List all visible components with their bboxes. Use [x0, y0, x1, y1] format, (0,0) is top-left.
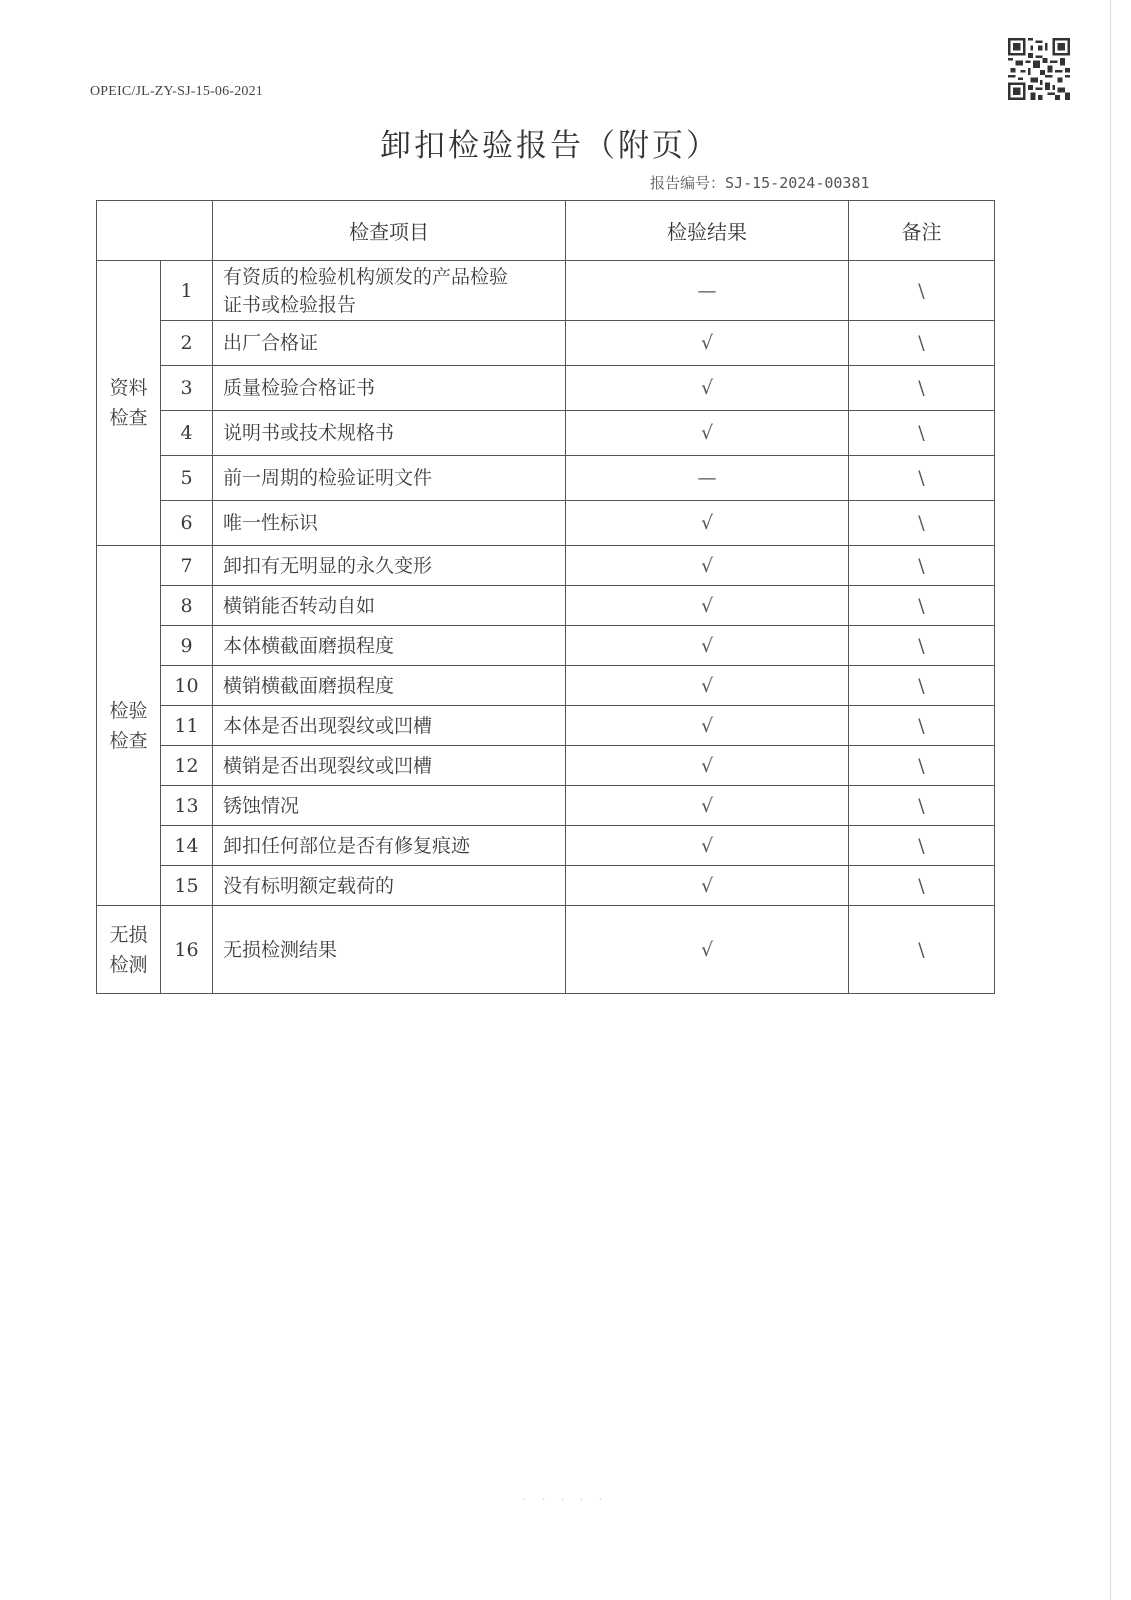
table-row	[97, 321, 995, 366]
row-result: √	[566, 626, 849, 666]
table-row	[97, 906, 995, 994]
row-number: 9	[161, 626, 213, 666]
row-number: 14	[161, 826, 213, 866]
row-note: \	[849, 321, 995, 366]
row-result: √	[566, 786, 849, 826]
report-number-value: SJ-15-2024-00381	[725, 174, 870, 192]
report-number-label: 报告编号：	[650, 174, 726, 192]
table-row	[97, 626, 995, 666]
row-result: √	[566, 411, 849, 456]
row-note: \	[849, 546, 995, 586]
row-item: 说明书或技术规格书	[213, 411, 566, 456]
table-header-row	[97, 201, 995, 261]
row-item: 卸扣任何部位是否有修复痕迹	[213, 826, 566, 866]
header-note: 备注	[849, 201, 995, 261]
table-row	[97, 501, 995, 546]
table-row	[97, 586, 995, 626]
row-note: \	[849, 706, 995, 746]
row-item: 出厂合格证	[213, 321, 566, 366]
row-number: 6	[161, 501, 213, 546]
inspection-table	[96, 200, 995, 994]
row-note: \	[849, 906, 995, 994]
page-edge-line	[1110, 0, 1111, 1600]
row-number: 2	[161, 321, 213, 366]
row-item: 卸扣有无明显的永久变形	[213, 546, 566, 586]
qr-code-icon	[1008, 38, 1070, 100]
row-number: 1	[161, 261, 213, 321]
table-row	[97, 546, 995, 586]
table-body	[97, 261, 995, 994]
table-row	[97, 706, 995, 746]
table-row	[97, 261, 995, 321]
row-number: 13	[161, 786, 213, 826]
document-code: OPEIC/JL-ZY-SJ-15-06-2021	[90, 84, 263, 99]
row-result: √	[566, 826, 849, 866]
row-number: 16	[161, 906, 213, 994]
row-item: 锈蚀情况	[213, 786, 566, 826]
row-note: \	[849, 626, 995, 666]
row-item: 有资质的检验机构颁发的产品检验 证书或检验报告	[213, 261, 566, 321]
row-note: \	[849, 666, 995, 706]
row-number: 8	[161, 586, 213, 626]
row-number: 15	[161, 866, 213, 906]
row-result: √	[566, 501, 849, 546]
row-item: 质量检验合格证书	[213, 366, 566, 411]
group-label: 无损 检测	[97, 906, 161, 994]
row-note: \	[849, 411, 995, 456]
row-note: \	[849, 456, 995, 501]
row-result: √	[566, 866, 849, 906]
page-footer-mark: · · · · ·	[522, 1493, 609, 1506]
row-result: √	[566, 746, 849, 786]
report-number	[650, 172, 870, 193]
row-note: \	[849, 866, 995, 906]
row-number: 12	[161, 746, 213, 786]
table-row	[97, 866, 995, 906]
row-item: 唯一性标识	[213, 501, 566, 546]
table-row	[97, 411, 995, 456]
row-note: \	[849, 746, 995, 786]
row-item: 横销能否转动自如	[213, 586, 566, 626]
row-number: 11	[161, 706, 213, 746]
row-result: √	[566, 546, 849, 586]
table-row	[97, 366, 995, 411]
row-result: √	[566, 586, 849, 626]
row-result: √	[566, 366, 849, 411]
row-item: 没有标明额定载荷的	[213, 866, 566, 906]
table-row	[97, 666, 995, 706]
header-result: 检验结果	[566, 201, 849, 261]
row-number: 7	[161, 546, 213, 586]
table-row	[97, 746, 995, 786]
page-title: 卸扣检验报告（附页）	[380, 128, 720, 164]
header-item: 检查项目	[213, 201, 566, 261]
row-note: \	[849, 501, 995, 546]
row-item: 本体是否出现裂纹或凹槽	[213, 706, 566, 746]
table-row	[97, 786, 995, 826]
row-item: 横销横截面磨损程度	[213, 666, 566, 706]
row-note: \	[849, 786, 995, 826]
group-label: 检验 检查	[97, 546, 161, 906]
row-result: —	[566, 456, 849, 501]
row-item: 无损检测结果	[213, 906, 566, 994]
row-note: \	[849, 826, 995, 866]
row-result: √	[566, 321, 849, 366]
header-blank-cell	[97, 201, 213, 261]
row-result: √	[566, 666, 849, 706]
row-result: √	[566, 906, 849, 994]
table-row	[97, 826, 995, 866]
row-result: —	[566, 261, 849, 321]
group-label: 资料 检查	[97, 261, 161, 546]
row-number: 3	[161, 366, 213, 411]
table-row	[97, 456, 995, 501]
row-number: 4	[161, 411, 213, 456]
row-item: 前一周期的检验证明文件	[213, 456, 566, 501]
row-result: √	[566, 706, 849, 746]
row-item: 本体横截面磨损程度	[213, 626, 566, 666]
row-number: 5	[161, 456, 213, 501]
row-note: \	[849, 366, 995, 411]
row-note: \	[849, 261, 995, 321]
row-note: \	[849, 586, 995, 626]
row-number: 10	[161, 666, 213, 706]
row-item: 横销是否出现裂纹或凹槽	[213, 746, 566, 786]
